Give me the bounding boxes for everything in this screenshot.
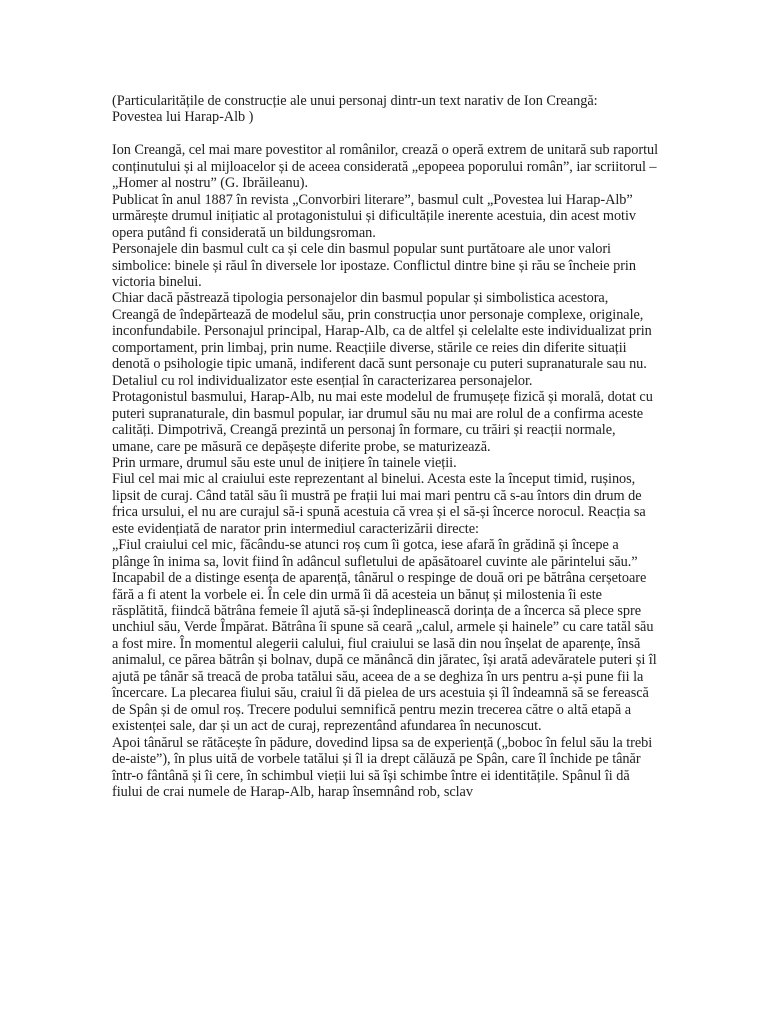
paragraph-old-woman-horse: Incapabil de a distinge esența de aparență, tânărul o respinge de două ori pe bătrâna cerșetoare fără a fi atent la vorbele ei. În cele din urmă îi dă acesteia un bănuț și milostenia îi este răsplătită, fiindcă bătrâna femeie îl ajută să-și îndeplinească dorința de a încerca să plece spre unchiul său, Verde Împărat. Bătrâna îi spune să ceară „calul, armele și hainele” cu care tatăl său a fost mire. În momentul alegerii calului, fiul craiului se lasă din nou înșelat de aparențe, însă animalul, ce părea bătrân și bolnav, după ce mănâncă din jăratec, își arată adevăratele puteri și îl ajută pe tânăr să treacă de proba tatălui său, aceea de a se deghiza în urs pentru a-și pune fii la încercare. La plecarea fiului său, craiul îi dă pielea de urs acestuia și îl îndeamnă să se ferească de Spân și de omul roș. Trecere podului semnifică pentru mezin trecerea către o altă etapă a existenței sale, dar și un act de curaj, reprezentând afundarea în necunoscut. xyxy=(112,570,657,735)
document-page xyxy=(112,93,658,800)
paragraph-intro: Ion Creangă, cel mai mare povestitor al românilor, crează o operă extrem de unitară sub raportul conținutului și al mijloacelor și de aceea considerată „epopeea poporului român”, iar scriitorul – „Homer al nostru” (G. Ibrăileanu). xyxy=(112,142,659,192)
paragraph-initiation: Prin urmare, drumul său este unul de inițiere în tainele vieții. xyxy=(112,454,457,471)
paragraph-publication: Publicat în anul 1887 în revista „Convorbiri literare”, basmul cult „Povestea lui Harap-Alb” urmărește drumul inițiatic al protagonistului și dificultățile inerente acestuia, din acest motiv opera putând fi considerată un bildungsroman. xyxy=(112,191,636,241)
paragraph-symbolic-values: Personajele din basmul cult ca și cele din basmul popular sunt purtătoare ale unor valori simbolice: binele și răul în diversele lor ipostaze. Conflictul dintre bine și rău se încheie prin victoria binelui. xyxy=(112,241,636,290)
paragraph-forest-span: Apoi tânărul se rătăcește în pădure, dovedind lipsa sa de experiență („boboc în felul său la trebi de-aiste”), în plus uită de vorbele tatălui și îl ia drept călăuză pe Spân, care îl închide pe tânăr într-o fântână și îi cere, în schimbul vieții lui să își schimbe între ei identitățile. Spânul îi dă fiului de crai numele de Harap-Alb, harap însemnând rob, sclav xyxy=(112,734,653,801)
paragraph-quote: „Fiul craiului cel mic, făcându-se atunci roș cum îi gotca, iese afară în grădină și începe a plânge în inima sa, lovit fiind în adâncul sufletului de apăsătoarel cuvinte ale părintelui său.” xyxy=(112,537,638,570)
paragraph-characters-originality: Chiar dacă păstrează tipologia personajelor din basmul popular și simbolistica acestora, Creangă de îndepărtează de modelul său, prin construcția unor personaje complexe, originale, inconfundabile. Personajul principal, Harap-Alb, ca de altfel și celelalte este individualizat prin comportament, prin limbaj, prin nume. Reacțiile diverse, stările ce reies din diferite situații denotă o psihologie tipic umană, indiferent dacă sunt personaje cu puteri supranaturale sau nu. Detaliul cu rol individualizator este esențial în caracterizarea personajelor. xyxy=(112,290,652,389)
paragraph-protagonist: Protagonistul basmului, Harap-Alb, nu mai este modelul de frumușețe fizică și morală, dotat cu puteri supranaturale, din basmul popular, iar drumul său nu mai are rolul de a confirma aceste calități. Dimpotrivă, Creangă prezintă un personaj în formare, cu trăiri și reacții normale, umane, care pe măsură ce depășește diferite probe, se maturizează. xyxy=(112,389,653,455)
document-heading: (Particularitățile de construcție ale unui personaj dintr-un text narativ de Ion Creangă: Povestea lui Harap-Alb ) xyxy=(112,93,598,126)
paragraph-youngest-son: Fiul cel mai mic al craiului este reprezentant al binelui. Acesta este la început timid, rușinos, lipsit de curaj. Când tatăl său îi mustră pe frații lui mai mari pentru că s-au întors din drum de frica ursului, el nu are curajul să-i spună acestuia că vrea și el să-și încerce norocul. Reacția sa este evidențiată de narator prin intermediul caracterizării directe: xyxy=(112,471,646,537)
